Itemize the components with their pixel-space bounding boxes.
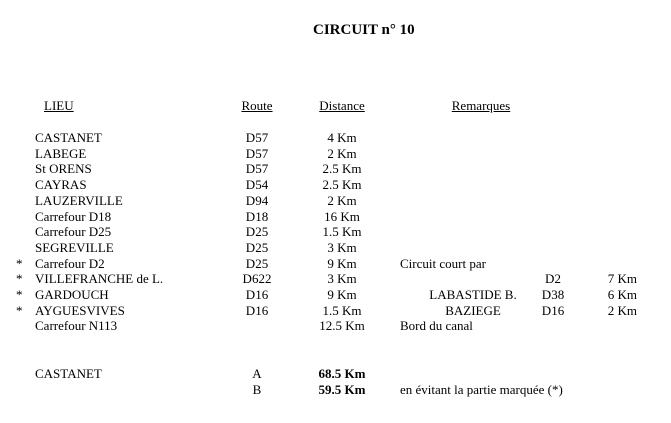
header-remarques: Remarques (451, 98, 511, 113)
row-route: D57 (245, 146, 269, 161)
row-distance: 1.5 Km (322, 303, 362, 318)
row-distance: 16 Km (324, 209, 360, 224)
row-distance: 9 Km (327, 256, 357, 271)
row-lieu: St ORENS (35, 161, 92, 176)
row-alt-route: D2 (545, 271, 561, 286)
row-alt-lieu: BAZIEGE (445, 303, 501, 318)
row-lieu: Carrefour D2 (35, 256, 105, 271)
row-marker: * (16, 271, 23, 286)
row-route: D57 (245, 161, 269, 176)
row-route: D25 (245, 240, 269, 255)
row-lieu: LAUZERVILLE (35, 193, 123, 208)
row-remarque: Circuit court par (400, 256, 486, 271)
row-route: D16 (245, 303, 269, 318)
row-alt-distance: 2 Km (607, 303, 637, 318)
total-remarque-b: en évitant la partie marquée (*) (400, 382, 563, 397)
row-route: D622 (242, 271, 272, 286)
row-lieu: VILLEFRANCHE de L. (35, 271, 164, 286)
row-alt-distance: 6 Km (607, 287, 637, 302)
row-route: D54 (245, 177, 269, 192)
row-lieu: Carrefour D25 (35, 224, 112, 239)
total-route-b: B (252, 382, 262, 397)
header-route: Route (241, 98, 273, 113)
row-lieu: SEGREVILLE (35, 240, 114, 255)
row-remarque: Bord du canal (400, 318, 473, 333)
row-route: D25 (245, 256, 269, 271)
row-distance: 2 Km (327, 193, 357, 208)
row-marker: * (16, 303, 23, 318)
row-route: D16 (245, 287, 269, 302)
total-lieu: CASTANET (35, 366, 102, 381)
row-alt-route: D38 (541, 287, 565, 302)
row-distance: 12.5 Km (319, 318, 365, 333)
row-alt-route: D16 (541, 303, 565, 318)
row-lieu: CAYRAS (35, 177, 87, 192)
row-distance: 1.5 Km (322, 224, 362, 239)
row-distance: 2.5 Km (322, 177, 362, 192)
total-route-a: A (252, 366, 262, 381)
row-distance: 2 Km (327, 146, 357, 161)
total-distance-a: 68.5 Km (318, 366, 366, 381)
row-route: D25 (245, 224, 269, 239)
row-marker: * (16, 256, 23, 271)
row-marker: * (16, 287, 23, 302)
row-route: D94 (245, 193, 269, 208)
header-distance: Distance (319, 98, 365, 113)
row-alt-lieu: LABASTIDE B. (429, 287, 517, 302)
total-distance-b: 59.5 Km (318, 382, 366, 397)
row-lieu: AYGUESVIVES (35, 303, 125, 318)
row-distance: 9 Km (327, 287, 357, 302)
page-title: CIRCUIT n° 10 (313, 22, 415, 38)
row-lieu: Carrefour N113 (35, 318, 118, 333)
row-distance: 3 Km (327, 271, 357, 286)
row-route: D57 (245, 130, 269, 145)
row-lieu: Carrefour D18 (35, 209, 112, 224)
row-alt-distance: 7 Km (607, 271, 637, 286)
row-route: D18 (245, 209, 269, 224)
row-distance: 4 Km (327, 130, 357, 145)
row-lieu: LABEGE (35, 146, 87, 161)
row-lieu: GARDOUCH (35, 287, 109, 302)
row-lieu: CASTANET (35, 130, 102, 145)
row-distance: 2.5 Km (322, 161, 362, 176)
row-distance: 3 Km (327, 240, 357, 255)
header-lieu: LIEU (44, 98, 74, 113)
